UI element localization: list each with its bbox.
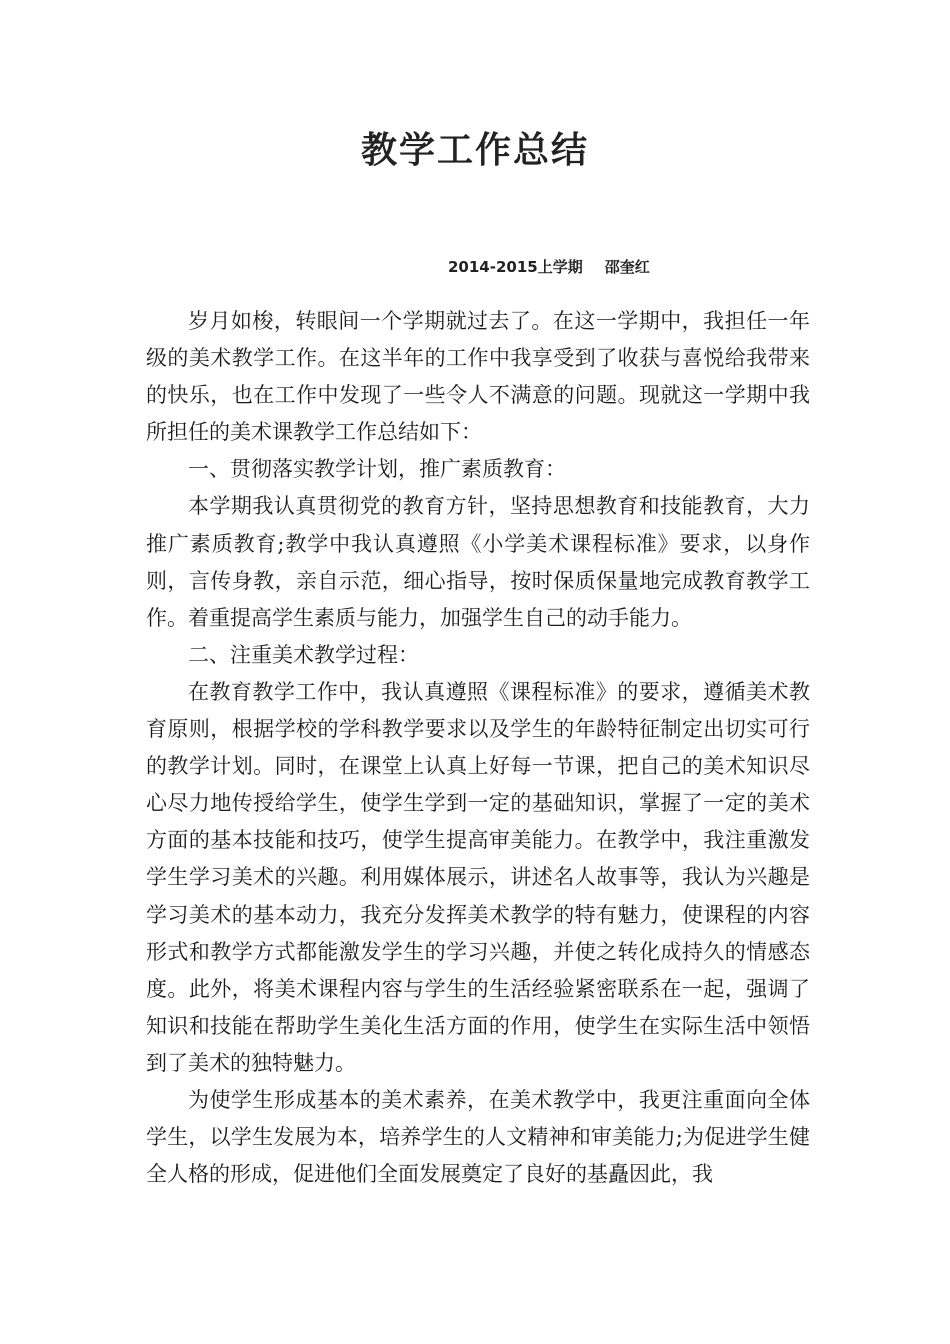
paragraph: 岁月如梭，转眼间一个学期就过去了。在这一学期中，我担任一年级的美术教学工作。在这半年的工作中我享受到了收获与喜悦给我带来的快乐，也在工作中发现了一些令人不满意的问题。现就这一学期中我所担任的美术课教学工作总结如下： — [146, 309, 810, 445]
section-heading: 二、注重美术教学过程： — [188, 642, 419, 667]
term-label: 2014-2015上学期 — [448, 258, 583, 276]
paragraph: 本学期我认真贯彻党的教育方针，坚持思想教育和技能教育，大力推广素质教育;教学中我认真遵照《小学美术课程标准》要求，以身作则，言传身教，亲自示范，细心指导，按时保质保量地完成教育教学工作。着重提高学生素质与能力，加强学生自己的动手能力。 — [146, 494, 810, 630]
document-body — [146, 303, 810, 1193]
section-heading: 一、贯彻落实教学计划，推广素质教育： — [188, 457, 566, 482]
paragraph: 在教育教学工作中，我认真遵照《课程标准》的要求，遵循美术教育原则，根据学校的学科教学要求以及学生的年龄特征制定出切实可行的教学计划。同时，在课堂上认真上好每一节课，把自己的美术知识尽心尽力地传授给学生，使学生学到一定的基础知识，掌握了一定的美术方面的基本技能和技巧，使学生提高审美能力。在教学中，我注重激发学生学习美术的兴趣。利用媒体展示，讲述名人故事等，我认为兴趣是学习美术的基本动力，我充分发挥美术教学的特有魅力，使课程的内容形式和教学方式都能激发学生的学习兴趣，并使之转化成持久的情感态度。此外，将美术课程内容与学生的生活经验紧密联系在一起，强调了知识和技能在帮助学生美化生活方面的作用，使学生在实际生活中领悟到了美术的独特魅力。 — [146, 679, 810, 1075]
paragraph: 为使学生形成基本的美术素养，在美术教学中，我更注重面向全体学生，以学生发展为本，培养学生的人文精神和审美能力;为促进学生健全人格的形成，促进他们全面发展奠定了良好的基矗因此，我 — [146, 1087, 810, 1187]
document-title: 教学工作总结 — [360, 130, 589, 171]
author-name: 邵奎红 — [604, 258, 650, 276]
byline — [448, 256, 650, 277]
